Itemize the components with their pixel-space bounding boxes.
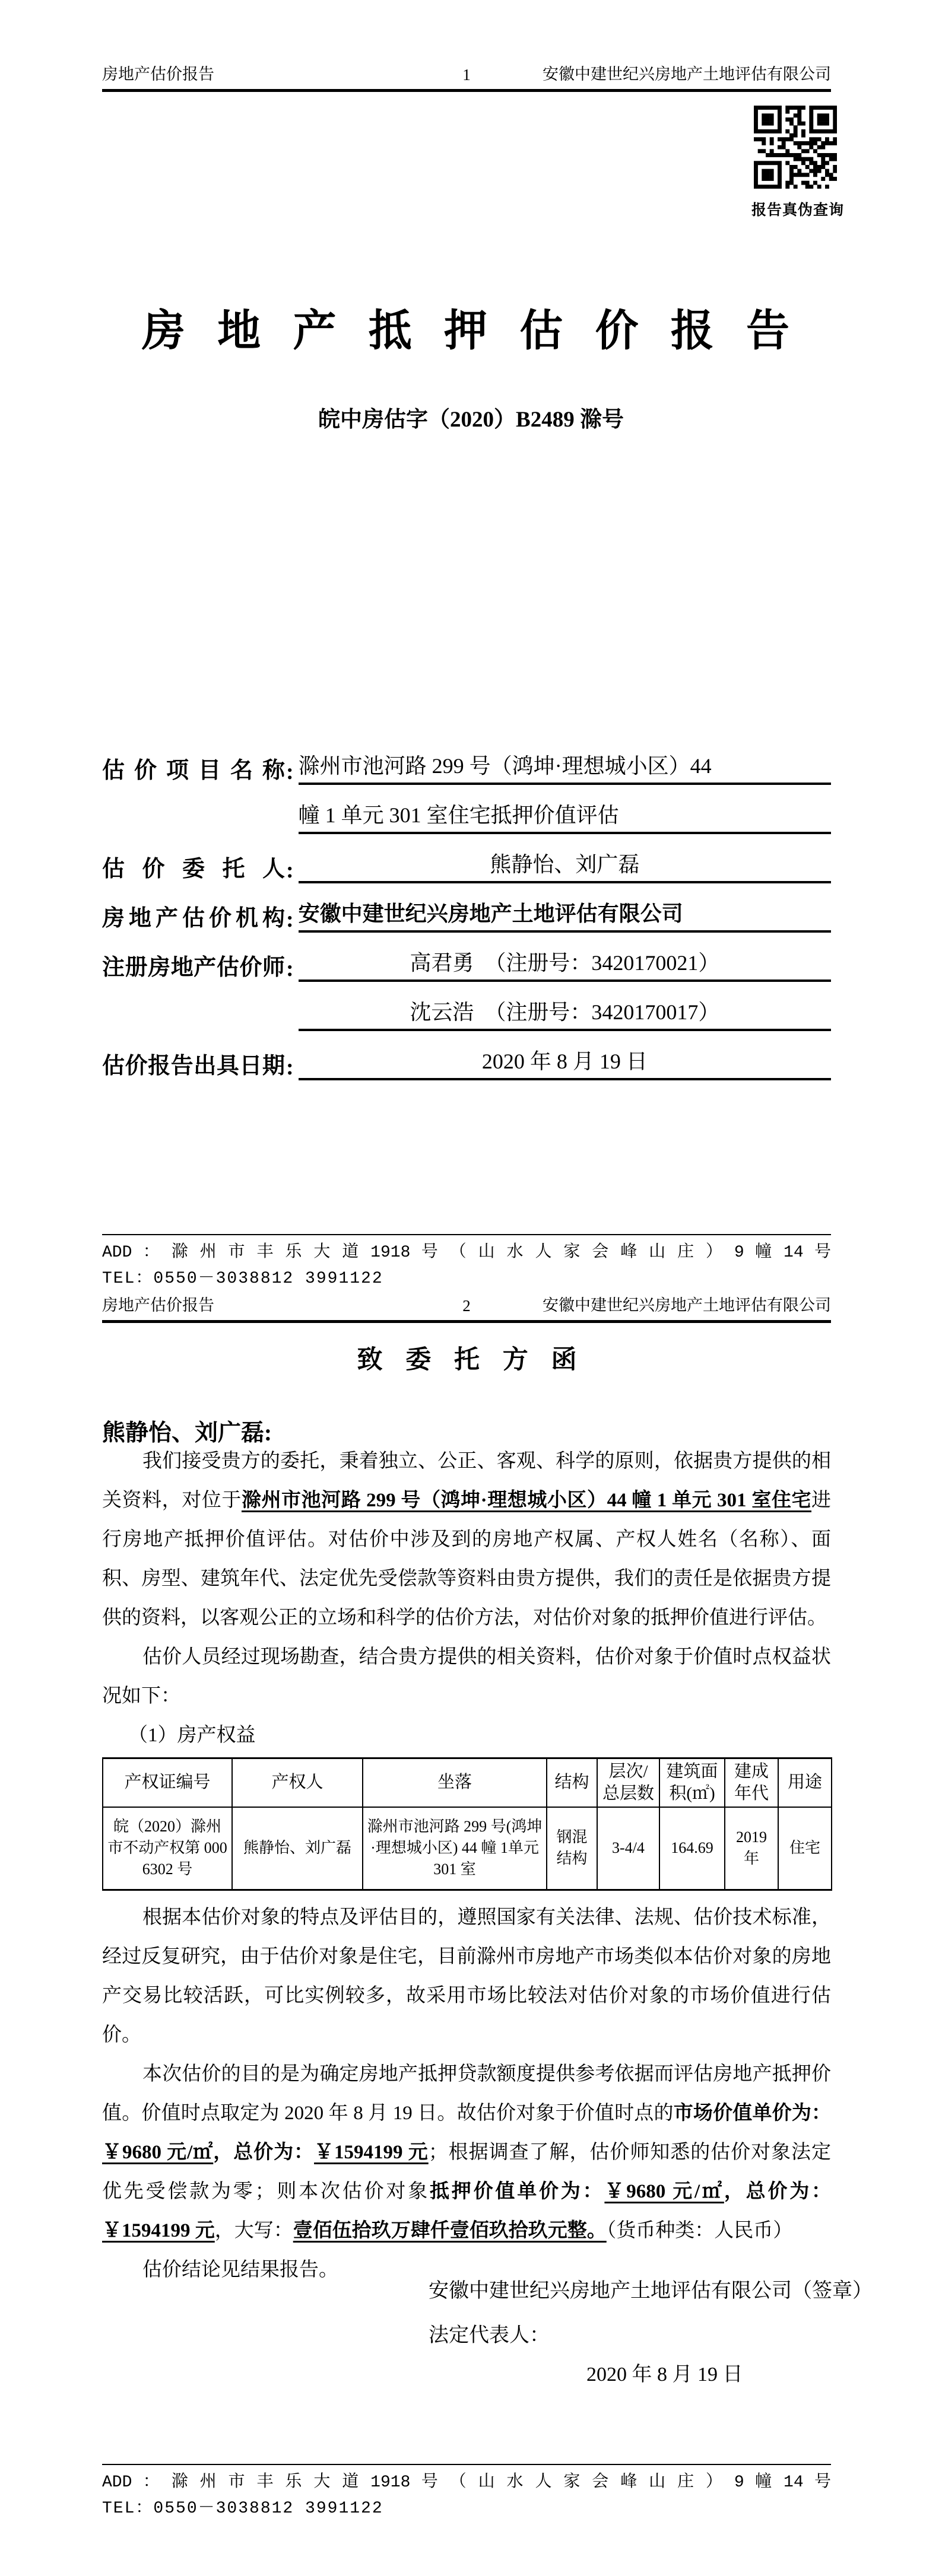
header-page-number: 1 <box>462 66 471 84</box>
footer-address: ADD ： 滁 州 市 丰 乐 大 道 1918 号 （ 山 水 人 家 会 峰 山 庄 ） 9 幢 14 号 <box>102 2473 831 2492</box>
qr-label: 报告真伪查询 <box>751 202 845 218</box>
page2-footer <box>102 2464 831 2522</box>
field-value: 滁州市池河路 299 号（鸿坤·理想城小区）44 <box>299 752 831 785</box>
cell-area: 164.69 <box>659 1807 725 1890</box>
field-appraiser-2 <box>102 982 831 1031</box>
field-value: 沈云浩 （注册号：3420170017） <box>299 998 831 1031</box>
cell-floor: 3-4/4 <box>597 1807 659 1890</box>
header-page-number: 2 <box>462 1297 471 1315</box>
field-label: 注册房地产估价师 <box>102 955 285 981</box>
page1-header <box>102 61 831 92</box>
header-doc-type: 房地产估价报告 <box>102 65 214 83</box>
table-data-row <box>103 1807 832 1890</box>
footer-address: ADD ： 滁 州 市 丰 乐 大 道 1918 号 （ 山 水 人 家 会 峰 山 庄 ） 9 幢 14 号 <box>102 1244 831 1262</box>
field-agency <box>102 883 831 933</box>
field-value: 安徽中建世纪兴房地产土地评估有限公司 <box>299 900 831 933</box>
property-rights-table <box>102 1757 832 1891</box>
doc-number: 皖中房估字（2020）B2489 滁号 <box>318 408 624 432</box>
col-header-cert-no: 产权证编号 <box>103 1758 232 1807</box>
paragraph-method: 根据本估价对象的特点及评估目的，遵照国家有关法律、法规、估价技术标准，经过反复研究，由于估价对象是住宅，目前滁州市房地产市场类似本估价对象的房地产交易比较活跃，可比实例较多，故采用市场比较法对估价对象的市场价值进行估价。 <box>102 1907 831 2046</box>
paragraph-intro: 我们接受贵方的委托，秉着独立、公正、客观、科学的原则，依据贵方提供的相关资料，对位于滁州市池河路 299 号（鸿坤·理想城小区）44 幢 1 单元 301 室住宅进行房地产抵押价值评估。对估价中涉及到的房地产权属、产权人姓名（名称）、面积、房型、建筑年代、法定优先受偿款等资料由贵方提供，我们的责任是依据贵方提供的资料，以客观公正的立场和科学的估价方法，对估价对象的抵押价值进行评估。 <box>102 1451 832 1629</box>
field-label: 房地产估价机构 <box>102 906 285 931</box>
field-value: 熊静怡、刘广磊 <box>299 851 831 883</box>
field-appraiser-1 <box>102 933 831 982</box>
field-colon: : <box>286 907 294 932</box>
qr-code <box>754 106 837 189</box>
field-issue-date <box>102 1031 831 1080</box>
qr-verification-block <box>751 106 845 220</box>
cell-location: 滁州市池河路 299 号(鸿坤·理想城小区) 44 幢 1单元 301 室 <box>363 1807 547 1890</box>
letter-body <box>102 1442 831 2289</box>
paragraph-conclusion-ref: 估价结论见结果报告。 <box>142 2259 338 2281</box>
page2-header <box>102 1292 831 1323</box>
col-header-location: 坐落 <box>363 1758 547 1807</box>
field-value: 高君勇 （注册号：3420170021） <box>299 949 831 982</box>
col-header-area: 建筑面积(㎡) <box>659 1758 725 1807</box>
field-colon: : <box>286 1055 294 1080</box>
field-colon: : <box>286 956 294 981</box>
header-doc-type: 房地产估价报告 <box>102 1296 214 1314</box>
signature-date: 2020 年 8 月 19 日 <box>586 2364 743 2386</box>
col-header-floor: 层次/总层数 <box>597 1758 659 1807</box>
col-header-year: 建成年代 <box>725 1758 778 1807</box>
header-company: 安徽中建世纪兴房地产土地评估有限公司 <box>543 65 831 83</box>
signature-legal-rep: 法定代表人： <box>429 2324 550 2346</box>
footer-tel: TEL：0550－3038812 3991122 <box>102 1270 383 1288</box>
salutation: 熊静怡、刘广磊: <box>102 1420 272 1446</box>
footer-tel: TEL：0550－3038812 3991122 <box>102 2499 383 2518</box>
col-header-owner: 产权人 <box>232 1758 363 1807</box>
cell-year: 2019 年 <box>725 1807 778 1890</box>
field-client <box>102 834 831 883</box>
cell-use: 住宅 <box>778 1807 832 1890</box>
cell-owner: 熊静怡、刘广磊 <box>232 1807 363 1890</box>
col-header-structure: 结构 <box>547 1758 597 1807</box>
section-label: （1）房产权益 <box>128 1725 256 1746</box>
page1-footer <box>102 1234 831 1292</box>
cell-structure: 钢混结构 <box>547 1807 597 1890</box>
paragraph-survey: 估价人员经过现场勘查，结合贵方提供的相关资料，估价对象于价值时点权益状况如下： <box>102 1646 831 1707</box>
field-project-name <box>102 736 831 785</box>
cover-fields <box>102 736 831 1080</box>
signature-company: 安徽中建世纪兴房地产土地评估有限公司（签章） <box>429 2280 873 2302</box>
field-label: 估价报告出具日期 <box>102 1054 285 1079</box>
field-value: 幢 1 单元 301 室住宅抵押价值评估 <box>299 802 831 834</box>
header-company: 安徽中建世纪兴房地产土地评估有限公司 <box>543 1296 831 1314</box>
table-header-row <box>103 1758 832 1807</box>
letter-title: 致 委 托 方 函 <box>357 1346 585 1374</box>
cell-cert-no: 皖（2020）滁州市不动产权第 0006302 号 <box>103 1807 232 1890</box>
field-label: 估价项目名称 <box>102 758 285 784</box>
field-colon: : <box>286 858 294 883</box>
col-header-use: 用途 <box>778 1758 832 1807</box>
field-colon: : <box>286 759 294 784</box>
field-value: 2020 年 8 月 19 日 <box>299 1048 831 1080</box>
field-project-name-line2 <box>102 785 831 834</box>
field-label: 估价委托人 <box>102 857 285 882</box>
report-title: 房 地 产 抵 押 估 价 报 告 <box>142 307 800 355</box>
paragraph-valuation: 本次估价的目的是为确定房地产抵押贷款额度提供参考依据而评估房地产抵押价值。价值时点取定为 2020 年 8 月 19 日。故估价对象于价值时点的市场价值单价为：￥9680 元/㎡，总价为：￥1594199 元；根据调查了解，估价师知悉的估价对象法定优先受偿款为零；则本次估价对象抵押价值单价为：￥9680 元/㎡，总价为：￥1594199 元，大写：壹佰伍拾玖万肆仟壹佰玖拾玖元整。（货币种类：人民币） <box>102 2063 832 2241</box>
